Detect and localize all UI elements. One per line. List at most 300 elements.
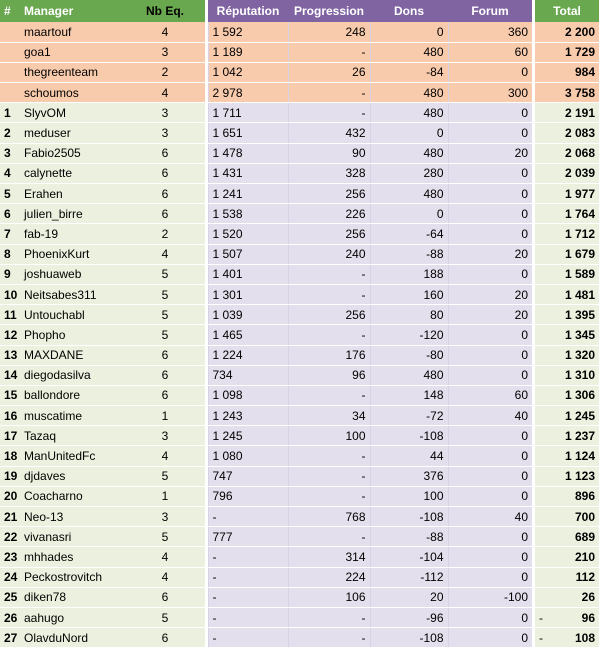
total-value: 112	[575, 570, 595, 585]
nb-eq-cell: 6	[125, 143, 205, 163]
nb-eq-cell: 2	[125, 224, 205, 244]
rank-cell: 13	[0, 345, 20, 365]
total-value: 2 039	[564, 166, 595, 181]
dons-cell: 480	[370, 83, 448, 103]
reputation-cell: 1 245	[208, 426, 288, 446]
total-cell	[535, 224, 599, 244]
forum-cell: 0	[448, 365, 532, 385]
total-wrap	[539, 308, 595, 322]
forum-cell: 0	[448, 163, 532, 183]
total-value: 2 191	[564, 105, 595, 120]
total-wrap	[539, 570, 595, 584]
total-value: 1 679	[564, 247, 595, 262]
reputation-cell: 1 224	[208, 345, 288, 365]
reputation-cell: 747	[208, 466, 288, 486]
reputation-cell: 1 538	[208, 204, 288, 224]
nb-eq-cell: 4	[125, 446, 205, 466]
manager-cell: vivanasri	[20, 527, 125, 547]
progression-cell: -	[288, 385, 370, 405]
progression-cell: -	[288, 264, 370, 284]
forum-cell: 0	[448, 325, 532, 345]
manager-cell: meduser	[20, 123, 125, 143]
forum-cell: 0	[448, 607, 532, 627]
manager-cell: aahugo	[20, 607, 125, 627]
forum-cell: 300	[448, 83, 532, 103]
rank-cell: 27	[0, 628, 20, 648]
forum-cell: 0	[448, 123, 532, 143]
nb-eq-cell: 5	[125, 325, 205, 345]
total-value: 1 237	[564, 428, 595, 443]
forum-cell: 20	[448, 244, 532, 264]
reputation-cell: 777	[208, 527, 288, 547]
dons-cell: -104	[370, 547, 448, 567]
reputation-cell: -	[208, 587, 288, 607]
reputation-cell: 1 592	[208, 22, 288, 42]
rank-cell	[0, 22, 20, 42]
progression-cell: -	[288, 607, 370, 627]
progression-cell: -	[288, 325, 370, 345]
total-wrap	[539, 187, 595, 201]
progression-cell: 256	[288, 224, 370, 244]
manager-cell: ballondore	[20, 385, 125, 405]
forum-cell: 0	[448, 204, 532, 224]
manager-cell: mhhades	[20, 547, 125, 567]
rank-cell: 9	[0, 264, 20, 284]
nb-eq-cell: 4	[125, 244, 205, 264]
header-rank: #	[0, 0, 20, 22]
manager-cell: Peckostrovitch	[20, 567, 125, 587]
total-value: 26	[581, 590, 595, 605]
total-wrap	[539, 207, 595, 221]
table-row	[0, 284, 599, 304]
table-row	[0, 567, 599, 587]
total-wrap	[539, 166, 595, 180]
dons-cell: 480	[370, 42, 448, 62]
total-wrap	[539, 65, 595, 79]
total-cell	[535, 123, 599, 143]
dons-cell: -88	[370, 244, 448, 264]
table-row	[0, 587, 599, 607]
reputation-cell: -	[208, 567, 288, 587]
progression-cell: 256	[288, 305, 370, 325]
table-row	[0, 163, 599, 183]
total-wrap	[539, 388, 595, 402]
table-row	[0, 204, 599, 224]
total-wrap	[539, 489, 595, 503]
total-value: 1 310	[564, 368, 595, 383]
nb-eq-cell: 2	[125, 62, 205, 82]
dons-cell: 280	[370, 163, 448, 183]
total-cell	[535, 284, 599, 304]
dons-cell: 44	[370, 446, 448, 466]
reputation-cell: 1 301	[208, 284, 288, 304]
rank-cell: 1	[0, 103, 20, 123]
rank-cell: 12	[0, 325, 20, 345]
forum-cell: 0	[448, 446, 532, 466]
total-cell	[535, 204, 599, 224]
manager-cell: Tazaq	[20, 426, 125, 446]
total-cell	[535, 466, 599, 486]
total-cell	[535, 567, 599, 587]
table-row	[0, 123, 599, 143]
manager-cell: joshuaweb	[20, 264, 125, 284]
progression-cell: -	[288, 42, 370, 62]
progression-cell: -	[288, 628, 370, 648]
total-wrap	[539, 247, 595, 261]
total-cell	[535, 486, 599, 506]
total-value: 1 712	[564, 226, 595, 241]
progression-cell: -	[288, 466, 370, 486]
dons-cell: 0	[370, 22, 448, 42]
forum-cell: 20	[448, 305, 532, 325]
total-value: 96	[581, 610, 595, 625]
dons-cell: 160	[370, 284, 448, 304]
table-row	[0, 628, 599, 648]
dons-cell: 188	[370, 264, 448, 284]
total-cell	[535, 143, 599, 163]
header-reputation: Réputation	[208, 0, 288, 22]
dons-cell: -108	[370, 628, 448, 648]
manager-cell: Neo-13	[20, 507, 125, 527]
table-row	[0, 184, 599, 204]
total-wrap	[539, 510, 595, 524]
progression-cell: -	[288, 446, 370, 466]
total-wrap	[539, 611, 595, 625]
header-row	[0, 0, 599, 22]
dons-cell: 480	[370, 365, 448, 385]
nb-eq-cell: 3	[125, 103, 205, 123]
rank-cell: 11	[0, 305, 20, 325]
rank-cell	[0, 83, 20, 103]
dons-cell: 80	[370, 305, 448, 325]
total-cell	[535, 365, 599, 385]
dons-cell: 0	[370, 123, 448, 143]
total-cell	[535, 184, 599, 204]
total-wrap	[539, 368, 595, 382]
total-wrap	[539, 267, 595, 281]
rank-cell: 8	[0, 244, 20, 264]
dons-cell: -108	[370, 426, 448, 446]
nb-eq-cell: 4	[125, 22, 205, 42]
manager-cell: diken78	[20, 587, 125, 607]
dons-cell: -72	[370, 406, 448, 426]
manager-cell: Neitsabes311	[20, 284, 125, 304]
dons-cell: -108	[370, 507, 448, 527]
forum-cell: 20	[448, 143, 532, 163]
total-wrap	[539, 328, 595, 342]
total-wrap	[539, 106, 595, 120]
reputation-cell: 1 651	[208, 123, 288, 143]
total-sign: -	[539, 630, 543, 645]
forum-cell: 60	[448, 42, 532, 62]
rank-cell: 17	[0, 426, 20, 446]
rank-cell: 19	[0, 466, 20, 486]
reputation-cell: 1 042	[208, 62, 288, 82]
progression-cell: 432	[288, 123, 370, 143]
manager-cell: djdaves	[20, 466, 125, 486]
reputation-cell: 1 080	[208, 446, 288, 466]
total-cell	[535, 264, 599, 284]
header-forum: Forum	[448, 0, 532, 22]
rank-cell: 15	[0, 385, 20, 405]
nb-eq-cell: 5	[125, 284, 205, 304]
table-row	[0, 607, 599, 627]
dons-cell: -120	[370, 325, 448, 345]
manager-cell: muscatime	[20, 406, 125, 426]
progression-cell: 256	[288, 184, 370, 204]
reputation-cell: 1 478	[208, 143, 288, 163]
dons-cell: 480	[370, 184, 448, 204]
total-wrap	[539, 550, 595, 564]
total-value: 210	[574, 549, 595, 564]
forum-cell: -100	[448, 587, 532, 607]
progression-cell: -	[288, 284, 370, 304]
nb-eq-cell: 3	[125, 123, 205, 143]
total-value: 1 245	[564, 408, 595, 423]
dons-cell: 0	[370, 204, 448, 224]
total-wrap	[539, 86, 595, 100]
dons-cell: 376	[370, 466, 448, 486]
total-value: 2 083	[564, 126, 595, 141]
total-value: 689	[574, 529, 595, 544]
total-cell	[535, 507, 599, 527]
total-value: 1 977	[564, 186, 595, 201]
table-row	[0, 507, 599, 527]
table-row	[0, 83, 599, 103]
rank-cell: 23	[0, 547, 20, 567]
rank-cell: 6	[0, 204, 20, 224]
progression-cell: 106	[288, 587, 370, 607]
rank-cell: 2	[0, 123, 20, 143]
reputation-cell: -	[208, 547, 288, 567]
progression-cell: 90	[288, 143, 370, 163]
dons-cell: -84	[370, 62, 448, 82]
dons-cell: 148	[370, 385, 448, 405]
progression-cell: 248	[288, 22, 370, 42]
nb-eq-cell: 1	[125, 486, 205, 506]
total-sign: -	[539, 610, 543, 625]
reputation-cell: 1 507	[208, 244, 288, 264]
reputation-cell: 1 241	[208, 184, 288, 204]
reputation-cell: 1 039	[208, 305, 288, 325]
nb-eq-cell: 3	[125, 42, 205, 62]
total-wrap	[539, 469, 595, 483]
nb-eq-cell: 6	[125, 365, 205, 385]
total-value: 896	[574, 489, 595, 504]
progression-cell: -	[288, 103, 370, 123]
progression-cell: 314	[288, 547, 370, 567]
forum-cell: 20	[448, 284, 532, 304]
total-cell	[535, 103, 599, 123]
total-cell	[535, 406, 599, 426]
total-wrap	[539, 449, 595, 463]
reputation-cell: -	[208, 507, 288, 527]
total-wrap	[539, 590, 595, 604]
table-row	[0, 325, 599, 345]
table-row	[0, 264, 599, 284]
total-cell	[535, 42, 599, 62]
total-wrap	[539, 146, 595, 160]
total-value: 108	[574, 630, 595, 645]
progression-cell: 176	[288, 345, 370, 365]
total-value: 1 395	[564, 307, 595, 322]
nb-eq-cell: 5	[125, 305, 205, 325]
rank-cell: 10	[0, 284, 20, 304]
table-row	[0, 466, 599, 486]
total-wrap	[539, 126, 595, 140]
nb-eq-cell: 6	[125, 184, 205, 204]
nb-eq-cell: 6	[125, 587, 205, 607]
forum-cell: 360	[448, 22, 532, 42]
table-row	[0, 426, 599, 446]
total-value: 1 729	[564, 45, 595, 60]
total-cell	[535, 22, 599, 42]
manager-cell: schoumos	[20, 83, 125, 103]
table-row	[0, 527, 599, 547]
table-row	[0, 22, 599, 42]
rank-cell	[0, 62, 20, 82]
table-row	[0, 305, 599, 325]
total-value: 2 200	[564, 24, 595, 39]
total-wrap	[539, 288, 595, 302]
manager-cell: ManUnitedFc	[20, 446, 125, 466]
reputation-cell: 796	[208, 486, 288, 506]
reputation-cell: 1 098	[208, 385, 288, 405]
nb-eq-cell: 6	[125, 345, 205, 365]
manager-cell: calynette	[20, 163, 125, 183]
total-cell	[535, 62, 599, 82]
total-cell	[535, 305, 599, 325]
forum-cell: 0	[448, 103, 532, 123]
nb-eq-cell: 5	[125, 466, 205, 486]
dons-cell: 20	[370, 587, 448, 607]
rank-cell: 7	[0, 224, 20, 244]
rank-cell: 25	[0, 587, 20, 607]
nb-eq-cell: 4	[125, 547, 205, 567]
forum-cell: 0	[448, 466, 532, 486]
table-row	[0, 42, 599, 62]
progression-cell: -	[288, 486, 370, 506]
table-row	[0, 244, 599, 264]
manager-cell: diegodasilva	[20, 365, 125, 385]
dons-cell: -80	[370, 345, 448, 365]
header-total: Total	[535, 0, 599, 22]
rank-cell: 16	[0, 406, 20, 426]
total-cell	[535, 587, 599, 607]
table-row	[0, 486, 599, 506]
header-dons: Dons	[370, 0, 448, 22]
total-cell	[535, 244, 599, 264]
reputation-cell: 1 189	[208, 42, 288, 62]
total-cell	[535, 83, 599, 103]
total-wrap	[539, 45, 595, 59]
total-wrap	[539, 409, 595, 423]
rank-cell: 20	[0, 486, 20, 506]
rank-cell: 5	[0, 184, 20, 204]
table-row	[0, 547, 599, 567]
manager-cell: maartouf	[20, 22, 125, 42]
forum-cell: 0	[448, 486, 532, 506]
dons-cell: -88	[370, 527, 448, 547]
reputation-cell: 2 978	[208, 83, 288, 103]
total-value: 1 320	[564, 348, 595, 363]
rank-cell: 26	[0, 607, 20, 627]
forum-cell: 40	[448, 406, 532, 426]
nb-eq-cell: 1	[125, 406, 205, 426]
table-body	[0, 22, 599, 648]
progression-cell: 240	[288, 244, 370, 264]
rank-cell: 24	[0, 567, 20, 587]
forum-cell: 0	[448, 264, 532, 284]
progression-cell: 224	[288, 567, 370, 587]
nb-eq-cell: 6	[125, 385, 205, 405]
header-manager: Manager	[20, 0, 125, 22]
dons-cell: -64	[370, 224, 448, 244]
nb-eq-cell: 6	[125, 204, 205, 224]
forum-cell: 0	[448, 567, 532, 587]
total-value: 700	[574, 509, 595, 524]
reputation-cell: -	[208, 607, 288, 627]
rank-cell: 18	[0, 446, 20, 466]
nb-eq-cell: 5	[125, 607, 205, 627]
manager-cell: Erahen	[20, 184, 125, 204]
forum-cell: 0	[448, 628, 532, 648]
total-cell	[535, 325, 599, 345]
rank-cell: 14	[0, 365, 20, 385]
forum-cell: 0	[448, 62, 532, 82]
total-value: 2 068	[564, 146, 595, 161]
table-row	[0, 365, 599, 385]
rank-cell: 3	[0, 143, 20, 163]
manager-cell: Coacharno	[20, 486, 125, 506]
nb-eq-cell: 6	[125, 163, 205, 183]
total-cell	[535, 345, 599, 365]
manager-cell: goa1	[20, 42, 125, 62]
progression-cell: 768	[288, 507, 370, 527]
total-value: 984	[574, 65, 595, 80]
table-row	[0, 224, 599, 244]
progression-cell: 96	[288, 365, 370, 385]
total-cell	[535, 628, 599, 648]
dons-cell: 100	[370, 486, 448, 506]
total-value: 3 758	[564, 85, 595, 100]
table-row	[0, 385, 599, 405]
nb-eq-cell: 4	[125, 567, 205, 587]
total-wrap	[539, 530, 595, 544]
dons-cell: -112	[370, 567, 448, 587]
rank-cell: 21	[0, 507, 20, 527]
progression-cell: 34	[288, 406, 370, 426]
nb-eq-cell: 6	[125, 628, 205, 648]
nb-eq-cell: 5	[125, 527, 205, 547]
nb-eq-cell: 4	[125, 83, 205, 103]
total-cell	[535, 446, 599, 466]
rank-cell: 22	[0, 527, 20, 547]
manager-cell: julien_birre	[20, 204, 125, 224]
total-wrap	[539, 429, 595, 443]
table-row	[0, 345, 599, 365]
forum-cell: 0	[448, 224, 532, 244]
manager-cell: fab-19	[20, 224, 125, 244]
manager-cell: Fabio2505	[20, 143, 125, 163]
dons-cell: -96	[370, 607, 448, 627]
rank-cell	[0, 42, 20, 62]
total-wrap	[539, 631, 595, 645]
total-wrap	[539, 348, 595, 362]
reputation-cell: 1 465	[208, 325, 288, 345]
forum-cell: 0	[448, 527, 532, 547]
total-cell	[535, 607, 599, 627]
